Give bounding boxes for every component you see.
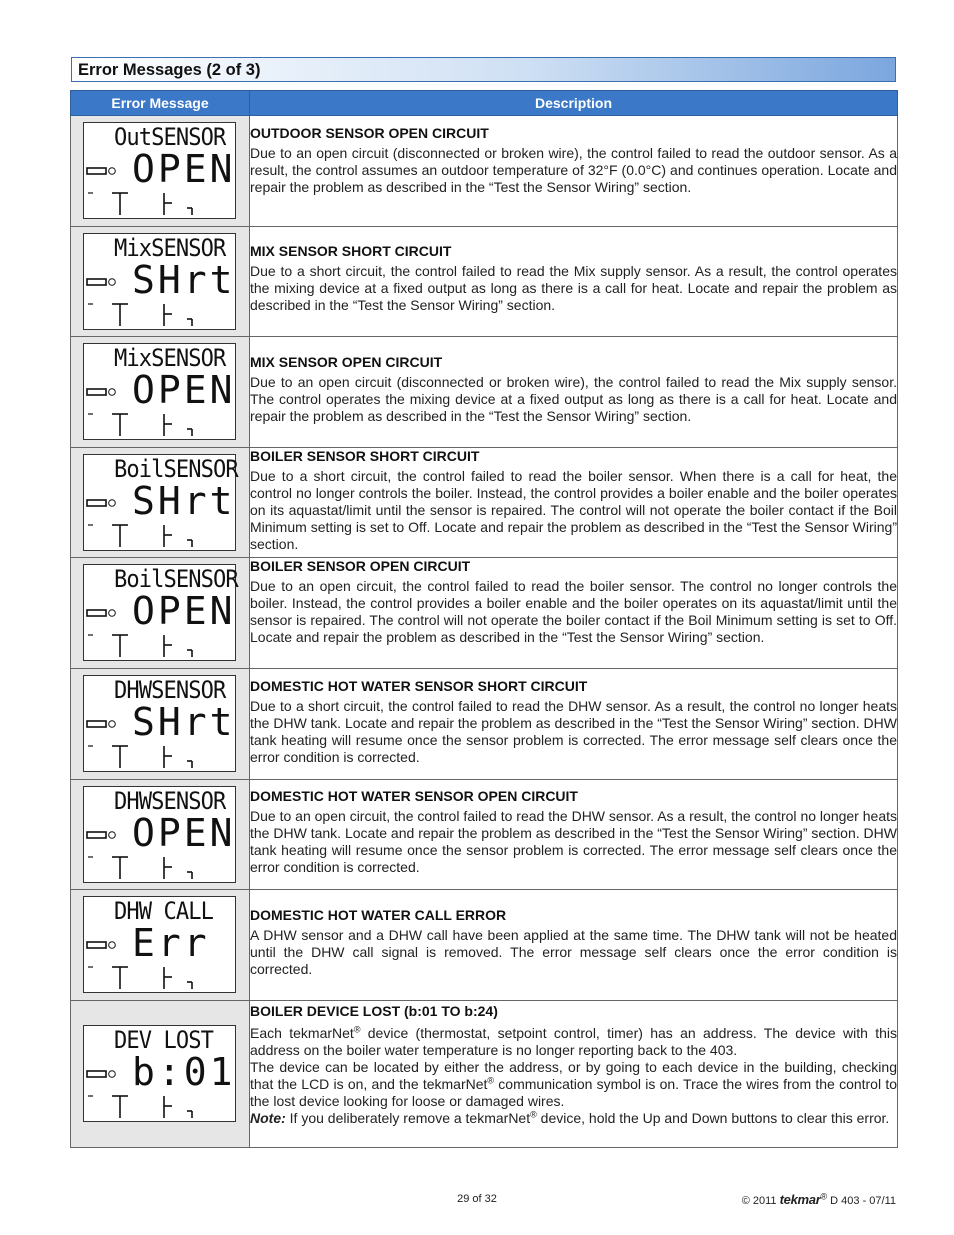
error-description: Due to an open circuit, the control failed to read the DHW sensor. As a result, the control no longer heats the DHW tank. Locate and repair the problem as described in the “Test the Sensor Wiring” section. DHW tank heating will resume once the sensor problem is corrected. The error message self clears once the error condition is corrected. — [250, 808, 897, 875]
text: communication symbol is on. Trace the wires from the control to the lost device looking for loose or damaged wires. — [250, 1076, 897, 1109]
warning-symbol-icon — [109, 942, 116, 949]
table-row — [71, 669, 898, 780]
error-title: MIX SENSOR SHORT CIRCUIT — [250, 243, 452, 259]
warning-symbol-icon — [109, 168, 116, 175]
bus-symbol-icon — [87, 279, 106, 285]
error-message-cell — [71, 669, 250, 780]
error-title: DOMESTIC HOT WATER SENSOR SHORT CIRCUIT — [250, 678, 588, 694]
error-title: DOMESTIC HOT WATER CALL ERROR — [250, 907, 507, 923]
page-number: 29 of 32 — [457, 1193, 497, 1205]
section-title: Error Messages (2 of 3) — [71, 57, 896, 82]
table-row — [71, 558, 898, 669]
bus-symbol-icon — [87, 500, 106, 506]
paragraph-note — [250, 1110, 897, 1127]
lcd-line-1: MixSENSOR — [114, 344, 226, 372]
error-description: Due to a short circuit, the control failed to read the DHW sensor. As a result, the control no longer heats the DHW tank. Locate and repair the problem as described in the “Test the Sensor Wiring” section. DHW tank heating will resume once the sensor problem is corrected. The error message self clears once the error condition is corrected. — [250, 698, 897, 765]
table-header-row — [71, 91, 898, 116]
paragraph-locate — [250, 1059, 897, 1110]
error-message-cell — [71, 1001, 250, 1148]
lcd-line-2: SHrt — [132, 479, 236, 523]
description-cell — [250, 116, 898, 227]
error-description: A DHW sensor and a DHW call have been applied at the same time. The DHW tank will not be heated until the DHW call signal is removed. The error message self clears once the error condition is corrected. — [250, 927, 897, 977]
bus-symbol-icon — [87, 610, 106, 616]
error-description: Due to an open circuit (disconnected or broken wire), the control failed to read the outdoor sensor. As a result, the control assumes an outdoor temperature of 32°F (0.0°C) and continues operation. Locate and repair the problem as described in the “Test the Sensor Wiring” section. — [250, 145, 897, 195]
bus-symbol-icon — [87, 168, 106, 174]
table-row — [71, 337, 898, 448]
description-cell — [250, 227, 898, 337]
document-code: D 403 - 07/11 — [830, 1195, 896, 1207]
lcd-line-1: DHWSENSOR — [114, 787, 226, 815]
lcd-display — [83, 454, 236, 551]
bus-symbol-icon — [87, 1071, 106, 1077]
lcd-display — [83, 896, 236, 993]
registered-mark: ® — [353, 1024, 361, 1035]
note-label: Note: — [250, 1110, 286, 1126]
text: The device can be located by either the address, or by going to each device in the building, checking that the LCD is on, and the tekmarNet — [250, 1059, 897, 1092]
copyright: © 2011 — [741, 1195, 777, 1207]
error-messages-table — [70, 90, 898, 1148]
lcd-display — [83, 233, 236, 330]
lcd-display — [83, 1025, 236, 1122]
warning-symbol-icon — [109, 832, 116, 839]
lcd-line-1: DHWSENSOR — [114, 676, 226, 704]
column-header-description: Description — [250, 91, 898, 116]
warning-symbol-icon — [109, 389, 116, 396]
error-description: Due to a short circuit, the control failed to read the boiler sensor. When there is a call for heat, the control no longer controls the boiler. Instead, the control provides a boiler enable and the boiler operates on its aquastat/limit until the sensor is repaired. The control will not operate the boiler contact if the Boil Minimum setting is set to Off. Locate and repair the problem as described in the “Test the Sensor Wiring” section. — [250, 468, 897, 552]
error-description: Due to a short circuit, the control failed to read the Mix supply sensor. As a result, the control operates the mixing device at a fixed output as long as there is a call for heat. Locate and repair the problem as described in the “Test the Sensor Wiring” section. — [250, 263, 897, 313]
lcd-line-2: OPEN — [132, 368, 236, 412]
error-title: OUTDOOR SENSOR OPEN CIRCUIT — [250, 125, 489, 141]
table-row — [71, 116, 898, 227]
warning-symbol-icon — [109, 610, 116, 617]
description-cell — [250, 448, 898, 558]
lcd-line-2: OPEN — [132, 811, 236, 855]
lcd-line-2: SHrt — [132, 700, 236, 744]
lcd-display — [83, 564, 236, 661]
lcd-display — [83, 122, 236, 219]
error-message-cell — [71, 448, 250, 558]
error-message-cell — [71, 116, 250, 227]
table-row — [71, 890, 898, 1001]
lcd-line-1: BoilSENSOR — [114, 455, 238, 483]
lcd-line-1: MixSENSOR — [114, 234, 226, 262]
error-message-cell — [71, 780, 250, 890]
registered-mark: ® — [487, 1075, 495, 1086]
lcd-line-2: b:01 — [132, 1050, 236, 1094]
description-cell — [250, 890, 898, 1001]
warning-symbol-icon — [109, 500, 116, 507]
error-description — [250, 1025, 897, 1127]
brand-logo: tekmar — [779, 1192, 821, 1207]
paragraph-address — [250, 1025, 897, 1059]
error-title: BOILER SENSOR SHORT CIRCUIT — [250, 448, 480, 464]
error-message-cell — [71, 227, 250, 337]
lcd-line-1: DEV LOST — [114, 1026, 213, 1054]
description-cell — [250, 1001, 898, 1148]
warning-symbol-icon — [109, 1071, 116, 1078]
text: Each tekmarNet — [250, 1025, 354, 1041]
error-message-cell — [71, 890, 250, 1001]
bus-symbol-icon — [87, 389, 106, 395]
lcd-line-1: OutSENSOR — [114, 123, 226, 151]
description-cell — [250, 669, 898, 780]
bus-symbol-icon — [87, 942, 106, 948]
text: If you deliberately remove a tekmarNet — [285, 1110, 531, 1126]
lcd-display — [83, 786, 236, 883]
text: device, hold the Up and Down buttons to clear this error. — [536, 1110, 890, 1126]
table-row — [71, 1001, 898, 1148]
lcd-display — [83, 343, 236, 440]
table-row — [71, 448, 898, 558]
registered-mark: ® — [530, 1109, 537, 1120]
lcd-line-1: BoilSENSOR — [114, 565, 238, 593]
lcd-line-2: SHrt — [132, 258, 236, 302]
description-cell — [250, 558, 898, 669]
brand-registered-mark: ® — [820, 1191, 828, 1202]
table-row — [71, 780, 898, 890]
lcd-line-2: Err — [132, 921, 210, 965]
lcd-line-1: DHW CALL — [114, 897, 213, 925]
error-title: BOILER SENSOR OPEN CIRCUIT — [250, 558, 471, 574]
warning-symbol-icon — [109, 721, 116, 728]
error-description: Due to an open circuit, the control failed to read the boiler sensor. The control no longer controls the boiler. Instead, the control provides a boiler enable and the boiler operates on its aquastat/limit until the sensor is repaired. The control will not operate the boiler contact if the Boil Minimum setting is set to Off. Locate and repair the problem as described in the “Test the Sensor Wiring” section. — [250, 578, 897, 645]
description-cell — [250, 780, 898, 890]
error-message-cell — [71, 558, 250, 669]
lcd-line-2: OPEN — [132, 589, 236, 633]
table-row — [71, 227, 898, 337]
error-title: MIX SENSOR OPEN CIRCUIT — [250, 354, 443, 370]
warning-symbol-icon — [109, 279, 116, 286]
text: device (thermostat, setpoint control, timer) has an address. The device with this address on the boiler water temperature is no longer reporting back to the 403. — [250, 1025, 898, 1058]
description-cell — [250, 337, 898, 448]
lcd-display — [83, 675, 236, 772]
error-title: DOMESTIC HOT WATER SENSOR OPEN CIRCUIT — [250, 788, 578, 804]
column-header-error-message: Error Message — [71, 91, 250, 116]
bus-symbol-icon — [87, 832, 106, 838]
footer-doc-info — [742, 1192, 896, 1207]
error-description: Due to an open circuit (disconnected or broken wire), the control failed to read the Mix supply sensor. The control operates the mixing device at a fixed output as long as there is a call for heat. Locate and repair the problem as described in the “Test the Sensor Wiring” section. — [250, 374, 897, 424]
error-message-cell — [71, 337, 250, 448]
error-title: BOILER DEVICE LOST (b:01 TO b:24) — [250, 1003, 498, 1019]
lcd-line-2: OPEN — [132, 147, 236, 191]
bus-symbol-icon — [87, 721, 106, 727]
